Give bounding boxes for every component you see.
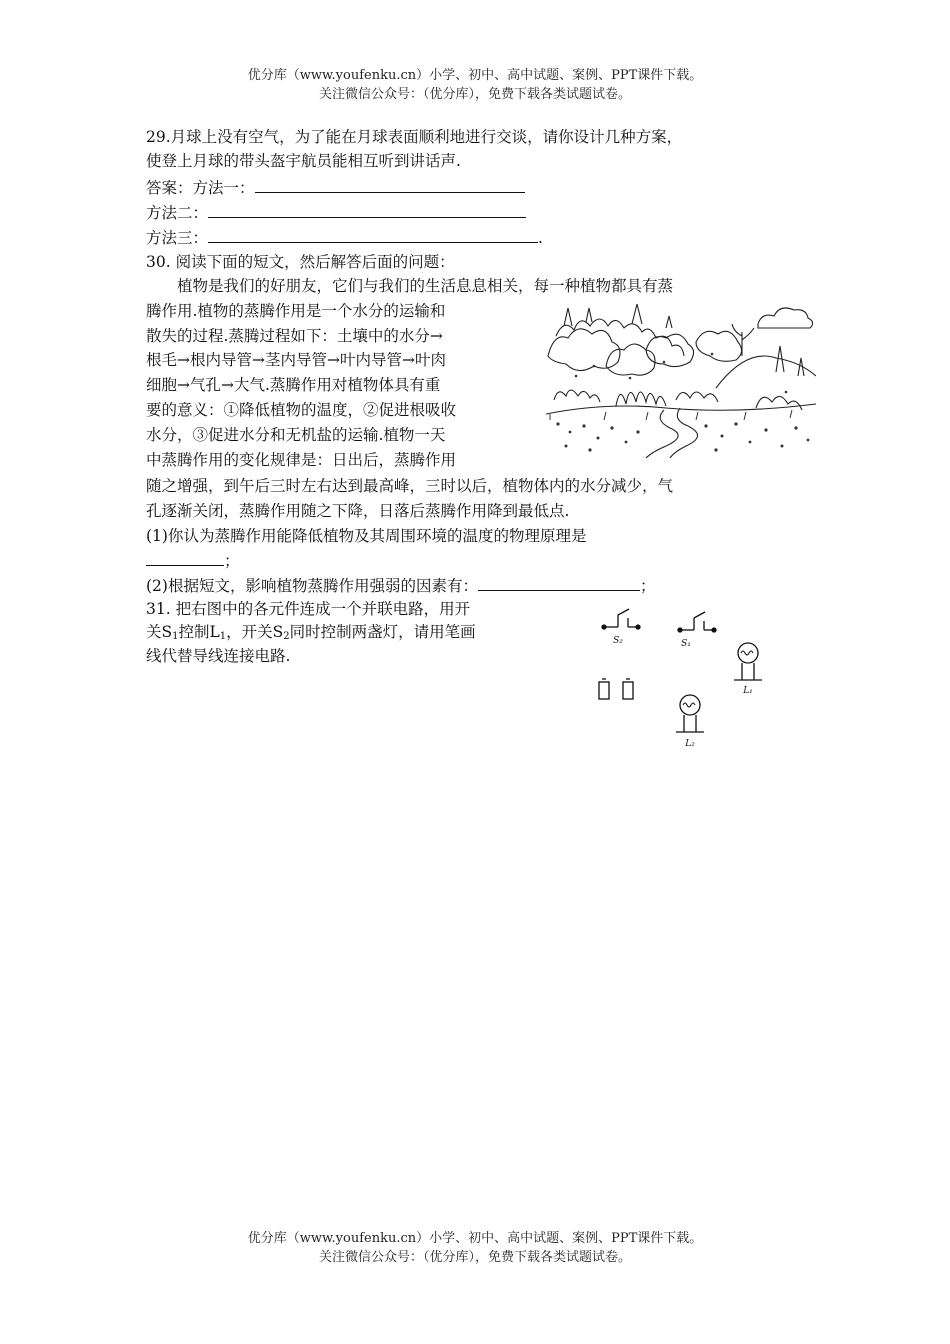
q30-para-line-9: 随之增强，到午后三时左右达到最高峰，三时以后，植物体内的水分减少，气 bbox=[146, 477, 674, 495]
battery-cells[interactable] bbox=[599, 679, 633, 699]
lamp-l1[interactable] bbox=[734, 643, 762, 680]
q31-line-2-b: 控制L bbox=[178, 623, 220, 641]
page-footer bbox=[0, 1229, 950, 1267]
switch-s1[interactable] bbox=[678, 612, 716, 632]
page-header bbox=[0, 66, 950, 104]
q29-method-2-label: 方法二： bbox=[146, 204, 209, 222]
q29-method-2-blank[interactable] bbox=[208, 201, 526, 218]
q31-line-2-s2-sub: 2 bbox=[283, 631, 290, 642]
q30-sub-1-blank[interactable] bbox=[146, 549, 224, 566]
q30-para-line-4: 根毛→根内导管→茎内导管→叶内导管→叶肉 bbox=[146, 351, 446, 369]
q30-para-line-10: 孔逐渐关闭，蒸腾作用随之下降，日落后蒸腾作用降到最低点. bbox=[146, 502, 570, 520]
q29-line-2: 使登上月球的带头盔宇航员能相互听到讲话声. bbox=[146, 152, 461, 170]
circuit-components-diagram bbox=[590, 600, 790, 760]
q29-method-3-end: . bbox=[538, 229, 543, 247]
q29-method-2 bbox=[146, 201, 526, 225]
lamp-l1-label: L₁ bbox=[743, 686, 753, 696]
q30-sub-2-end: ； bbox=[639, 577, 656, 595]
q29-line-1: 29.月球上没有空气，为了能在月球表面顺利地进行交谈，请你设计几种方案， bbox=[146, 128, 683, 146]
q29-method-3-label: 方法三： bbox=[146, 229, 209, 247]
q29-answer-method-1 bbox=[146, 176, 525, 200]
q30-para-line-6: 要的意义：①降低植物的温度，②促进根吸收 bbox=[146, 401, 457, 419]
q30-sub-question-1-answer bbox=[146, 549, 240, 573]
q31-line-3: 线代替导线连接电路. bbox=[146, 647, 291, 665]
q31-line-2-d: 同时控制两盏灯，请用笔画 bbox=[289, 623, 476, 641]
q29-method-1-blank[interactable] bbox=[255, 176, 525, 193]
q30-para-line-8: 中蒸腾作用的变化规律是：日出后，蒸腾作用 bbox=[146, 451, 457, 469]
footer-line-1: 优分库（www.youfenku.cn）小学、初中、高中试题、案例、PPT课件下载。 bbox=[247, 1231, 703, 1246]
q29-method-3-blank[interactable] bbox=[208, 226, 538, 243]
lamp-l2-label: L₂ bbox=[685, 739, 695, 749]
q30-para-line-7: 水分，③促进水分和无机盐的运输.植物一天 bbox=[146, 426, 446, 444]
q31-line-1: 31. 把右图中的各元件连成一个并联电路，用开 bbox=[146, 600, 471, 618]
q31-line-2-s1-sub: 1 bbox=[172, 631, 179, 642]
q30-sub-question-1: (1)你认为蒸腾作用能降低植物及其周围环境的温度的物理原理是 bbox=[146, 527, 587, 545]
q30-para-line-2: 腾作用.植物的蒸腾作用是一个水分的运输和 bbox=[146, 302, 446, 320]
q30-intro: 30. 阅读下面的短文，然后解答后面的问题： bbox=[146, 253, 455, 271]
q30-sub-2-text: (2)根据短文，影响植物蒸腾作用强弱的因素有： bbox=[146, 577, 478, 595]
q31-line-2-a: 关S bbox=[146, 623, 173, 641]
q31-line-2-c: ，开关S bbox=[226, 623, 284, 641]
q29-method-3 bbox=[146, 226, 543, 250]
switch-s2-label: S₂ bbox=[613, 636, 623, 646]
q30-para-line-5: 细胞→气孔→大气.蒸腾作用对植物体具有重 bbox=[146, 376, 441, 394]
switch-s1-label: S₁ bbox=[681, 639, 691, 649]
q30-sub-question-2 bbox=[146, 574, 655, 598]
switch-s2[interactable] bbox=[602, 609, 640, 629]
footer-line-2: 关注微信公众号：（优分库），免费下载各类试题试卷。 bbox=[318, 1250, 631, 1265]
lamp-l2[interactable] bbox=[676, 695, 704, 732]
q30-sub-2-blank[interactable] bbox=[478, 574, 640, 591]
q30-sub-1-end: ； bbox=[224, 552, 240, 570]
q31-line-2-l1-sub: 1 bbox=[219, 631, 227, 642]
q30-para-line-3: 散失的过程.蒸腾过程如下：土壤中的水分→ bbox=[146, 327, 443, 345]
landscape-illustration bbox=[546, 296, 816, 458]
q29-answer-label: 答案：方法一： bbox=[146, 179, 255, 197]
q30-para-line-1: 植物是我们的好朋友，它们与我们的生活息息相关，每一种植物都具有蒸 bbox=[177, 277, 674, 295]
header-line-2: 关注微信公众号：（优分库），免费下载各类试题试卷。 bbox=[318, 87, 631, 102]
header-line-1: 优分库（www.youfenku.cn）小学、初中、高中试题、案例、PPT课件下载。 bbox=[247, 68, 703, 83]
